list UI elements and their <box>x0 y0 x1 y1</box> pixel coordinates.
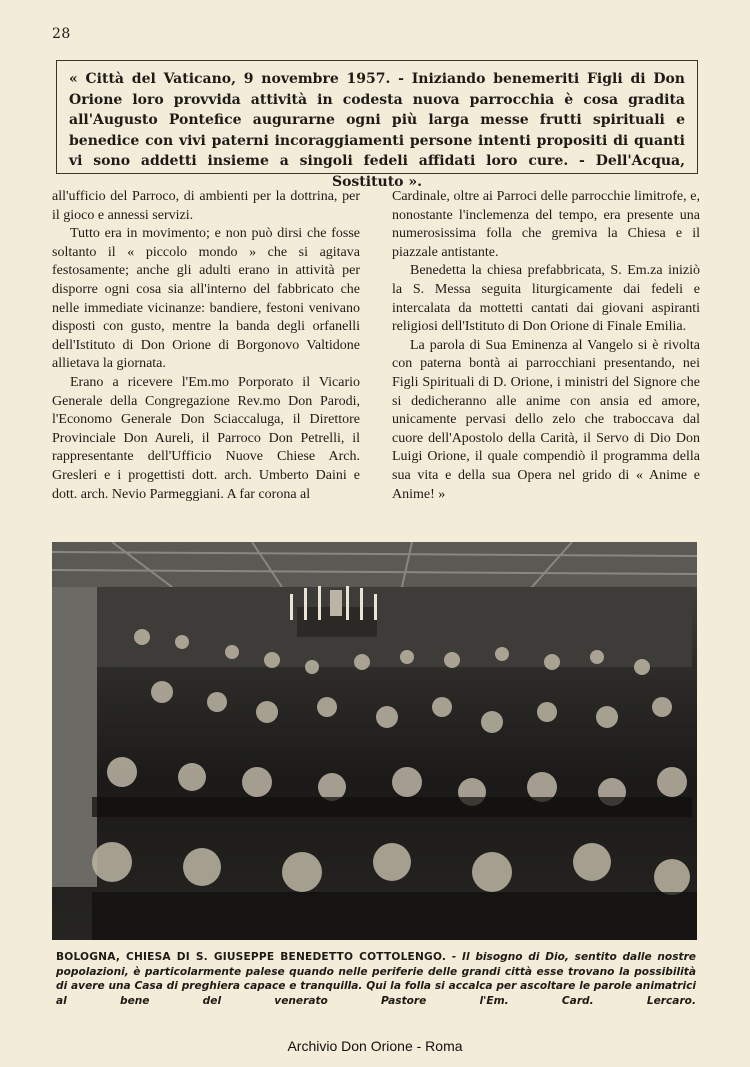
right-paragraph-1: Cardinale, oltre ai Parroci delle parrocchie limitrofe, e, nonostante l'inclemenza del tempo, era presente una numerosissima folla che gremiva la Chiesa e il piazzale antistante. <box>392 189 700 260</box>
church-crowd-photo <box>52 542 697 940</box>
article-right-column <box>392 188 700 528</box>
archive-footer: Archivio Don Orione - Roma <box>287 1038 463 1054</box>
right-paragraph-2: Benedetta la chiesa prefabbricata, S. Em.za iniziò la S. Messa seguita liturgicamente dai fedeli e intercalata da mottetti cantati dai giovani aspiranti religiosi dell'Istituto di Don Orione di Finale Emilia. <box>392 263 700 335</box>
left-paragraph-1: all'ufficio del Parroco, di ambienti per la dottrina, per il gioco e annessi servizi. <box>52 189 360 223</box>
left-paragraph-2: Tutto era in movimento; e non può dirsi che fosse soltanto il « piccolo mondo » che si agitava festosamente; anche gli adulti erano in attività per disporre ogni cosa sia all'interno del fabbricato che nelle immediate vicinanze: bandiere, festoni venivano disposti con gusto, mentre la banda degli orfanelli dell'Istituto di Don Orione di Borgonovo Valtidone allietava la giornata. <box>52 226 360 372</box>
left-paragraph-3: Erano a ricevere l'Em.mo Porporato il Vicario Generale della Congregazione Rev.mo Don Parodi, l'Economo Generale Don Sciaccaluga, il Direttore Provinciale Don Aureli, il Parroco Don Petrelli, il rappresentante dell'Ufficio Nuove Chiese Arch. Gresleri e i progettisti dott. arch. Umberto Daini e dott. arch. Nevio Parmeggiani. A far corona al <box>52 374 360 502</box>
article-columns <box>52 188 700 528</box>
photo-illustration <box>52 542 697 940</box>
photo-caption <box>56 950 696 1008</box>
page-number: 28 <box>52 26 71 42</box>
caption-body: - Il bisogno di Dio, sentito dalle nostre popolazioni, è particolarmente palese quando nelle periferie delle grandi città esse trovano la possibilità di avere una Casa di preghiera capace e tranquilla. Qui la folla si accalca per ascoltare le parole animatrici al bene del venerato Pastore l'Em. Card. Lercaro. <box>56 951 696 1007</box>
caption-title: BOLOGNA, CHIESA DI S. GIUSEPPE BENEDETTO COTTOLENGO. <box>56 951 447 963</box>
telegram-text: « Città del Vaticano, 9 novembre 1957. - Iniziando benemeriti Figli di Don Orione loro provvida attività in codesta nuova parrocchia è cosa gradita all'Augusto Pontefice augurarne ogni più larga messe frutti spirituali e benedice con vivi paterni incoraggiamenti persone intenti propositi di quanti vi sono addetti insieme a singoli fedeli affidati loro cure. - Dell'Acqua, Sostituto ». <box>69 71 685 190</box>
right-paragraph-3: La parola di Sua Eminenza al Vangelo si è rivolta con paterna bontà ai parrocchiani presentando, nei Figli Spirituali di D. Orione, i ministri del Signore che si dedicheranno alle anime con ansia ed amore, unicamente pervasi dello zelo che traboccava dal cuore dell'Apostolo della Carità, il Servo di Dio Don Luigi Orione, il quale compendiò il programma della sua vita e della sua Opera nel grido di « Anime e Anime! » <box>392 337 700 502</box>
telegram-quote-box <box>56 60 698 190</box>
article-left-column <box>52 188 360 528</box>
